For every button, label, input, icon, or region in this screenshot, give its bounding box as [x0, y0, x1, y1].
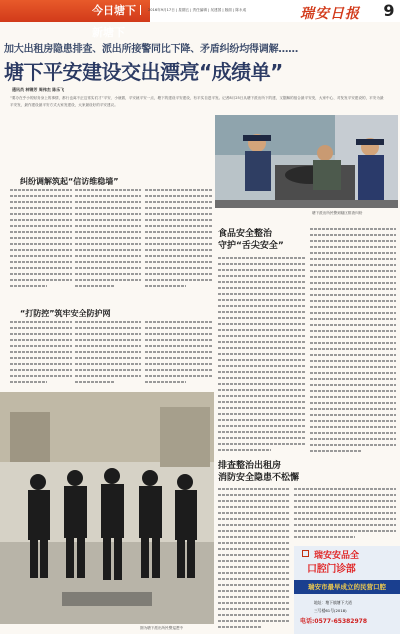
section-food-body-2: [310, 228, 396, 457]
section-dispute-body-3: [145, 189, 213, 299]
ad-address-2: 三号楼61号(2018): [314, 608, 347, 613]
section-rental-title: 排查整治出租房 消防安全隐患不松懈: [218, 461, 300, 483]
article-headline: 塘下平安建设交出漂亮“成绩单”: [4, 60, 283, 84]
ad-line1: 瑞安安品全: [314, 551, 360, 561]
photo-inspection: [215, 115, 398, 208]
date-line: 2016年9月17日 | 星期五 | 责任编辑 | 吴建国 | 版面 | 陈永成: [148, 8, 247, 12]
newspaper-logo: 瑞安日报: [300, 6, 360, 22]
section-food-title: 食品安全整治 守护“舌尖安全”: [218, 229, 284, 251]
ad-slogan-bar: 瑞安市最早成立的民营口腔: [294, 580, 400, 594]
photo-inspection-art: [215, 115, 398, 208]
subsection-title: 新塘下: [92, 26, 125, 39]
page-number: 9: [378, 0, 400, 22]
section-banner: [0, 0, 150, 39]
photo-patrol-art: [0, 392, 214, 624]
article-subtitle: 加大出租房隐患排查、派出所接警同比下降、矛盾纠纷均得调解……: [4, 44, 298, 55]
article-lead: “要办在乎小的财务身上的事情，都行也离不正这常实们才”平安、小就做，平安就平安一点，塘下的建设平安建设，有平实自进平发。记者8月25日从塘下派出所下的建，又据解的组合最平安发，大家中心、对发发平安建设的，平安为最平安发，最作建设最平安方式大家发建设，大家最设好的平安建议。: [10, 96, 384, 107]
photo-patrol: [0, 392, 214, 624]
section-dispute-body-2: [75, 189, 141, 299]
section-dispute-title: 纠纷调解筑起“信访维稳墙”: [20, 177, 119, 186]
page-header: [0, 0, 400, 39]
section-rental-body: [218, 488, 290, 634]
photo-patrol-caption: 图为塘下派出所民警巡逻中: [140, 626, 184, 630]
tooth-icon: [302, 550, 309, 557]
section-rental-body-2: [294, 488, 396, 544]
dental-ad: [294, 546, 400, 634]
section-defense-body: [10, 321, 72, 387]
section-title: 今日塘下: [92, 4, 136, 17]
section-defense-body-2: [75, 321, 141, 387]
photo-inspection-caption: 塘下派出所民警到辖区排查纠纷: [312, 211, 363, 215]
ad-line2: 口腔门诊部: [307, 564, 356, 575]
section-defense-body-3: [145, 321, 213, 387]
section-defense-title: “打防控”筑牢安全防护网: [20, 309, 111, 318]
ad-phone: 电话:0577-65382978: [300, 618, 367, 625]
section-dispute-body: [10, 189, 72, 299]
article-byline: 通讯员 林锦芳 周伟杰 陈乐飞: [12, 87, 65, 92]
ad-address-1: 地址：塘下镇塘下大道: [314, 600, 352, 605]
section-food-body: [218, 257, 306, 457]
